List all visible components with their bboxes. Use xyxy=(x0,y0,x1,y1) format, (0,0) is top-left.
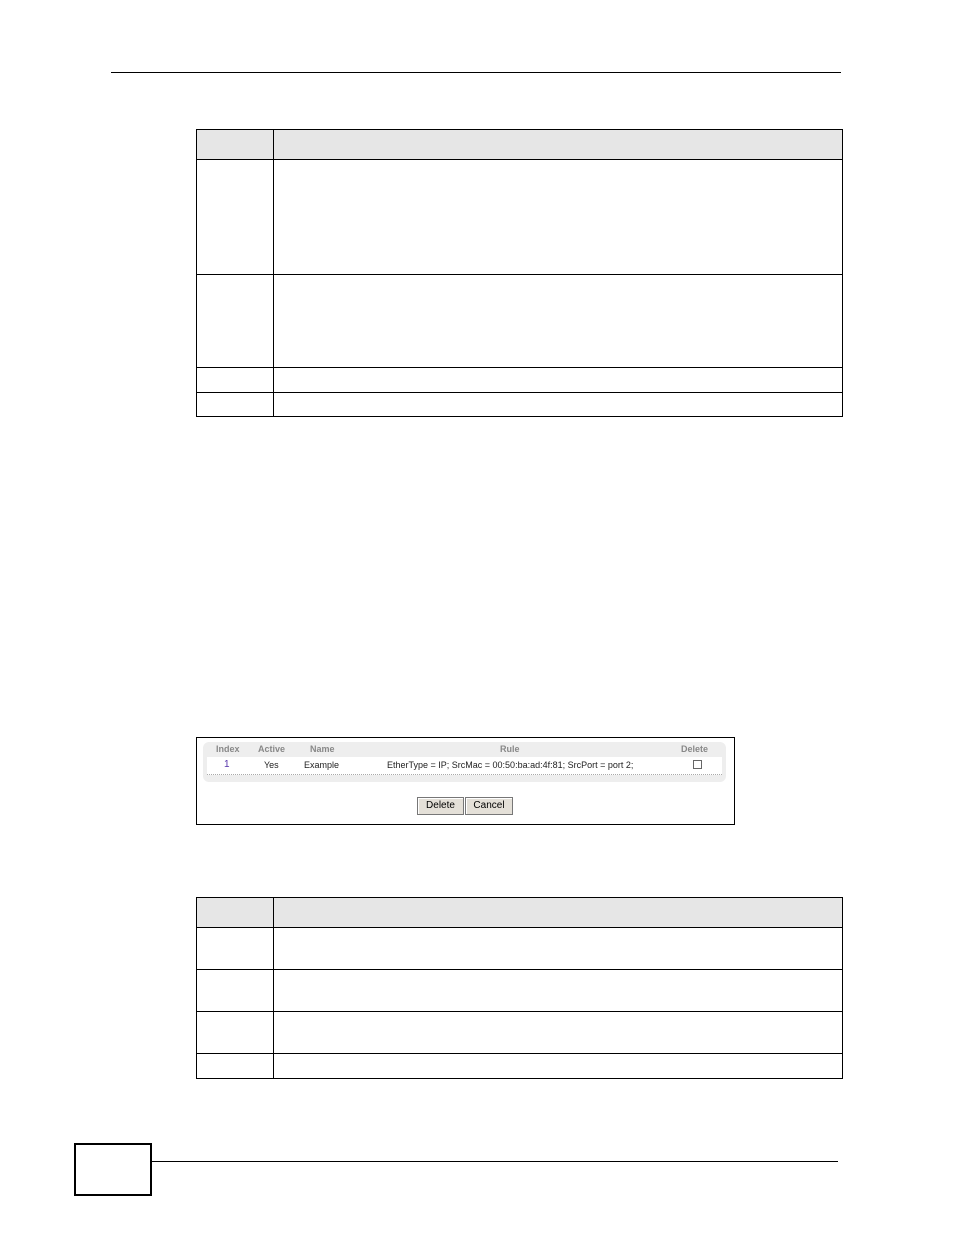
column-header-rule: Rule xyxy=(500,744,520,754)
column-header-name: Name xyxy=(310,744,335,754)
table-cell xyxy=(197,393,274,417)
table-row xyxy=(197,160,843,275)
row-index-link[interactable]: 1 xyxy=(224,759,230,770)
page-number-box xyxy=(74,1143,152,1196)
table-cell xyxy=(274,970,843,1012)
rule-list-header xyxy=(203,742,726,757)
column-header-active: Active xyxy=(258,744,286,754)
table-row xyxy=(197,368,843,393)
delete-button[interactable]: Delete xyxy=(417,797,464,815)
table-cell xyxy=(274,368,843,393)
field-description-table-2 xyxy=(196,897,843,1079)
table-cell xyxy=(197,1054,274,1079)
header-rule xyxy=(111,72,841,73)
table-header-row xyxy=(197,898,843,928)
row-delete-checkbox[interactable] xyxy=(693,760,702,769)
table-header-cell xyxy=(274,898,843,928)
table-cell xyxy=(274,1012,843,1054)
table-header-row xyxy=(197,130,843,160)
table-cell xyxy=(274,928,843,970)
table-row xyxy=(197,1012,843,1054)
row-active: Yes xyxy=(264,760,279,770)
table-header-cell xyxy=(197,898,274,928)
table-header-cell xyxy=(197,130,274,160)
table-row xyxy=(197,275,843,368)
rule-list-panel xyxy=(203,742,726,782)
table-cell xyxy=(274,275,843,368)
table-cell xyxy=(197,275,274,368)
table-row xyxy=(197,928,843,970)
table-cell xyxy=(197,970,274,1012)
column-header-delete: Delete xyxy=(681,744,709,754)
footer-rule xyxy=(152,1161,838,1162)
column-header-index: Index xyxy=(216,744,240,754)
cancel-button[interactable]: Cancel xyxy=(465,797,513,815)
row-name: Example xyxy=(304,760,340,770)
table-cell xyxy=(197,928,274,970)
table-cell xyxy=(197,368,274,393)
row-rule: EtherType = IP; SrcMac = 00:50:ba:ad:4f:81; SrcPort = port 2; xyxy=(387,760,634,770)
table-row xyxy=(197,1054,843,1079)
field-description-table-1 xyxy=(196,129,843,417)
rule-list-row xyxy=(207,757,722,775)
table-cell xyxy=(197,1012,274,1054)
rule-list-screenshot xyxy=(196,737,735,825)
table-cell xyxy=(274,1054,843,1079)
table-header-cell xyxy=(274,130,843,160)
table-cell xyxy=(274,393,843,417)
table-cell xyxy=(197,160,274,275)
table-cell xyxy=(274,160,843,275)
table-row xyxy=(197,393,843,417)
table-row xyxy=(197,970,843,1012)
